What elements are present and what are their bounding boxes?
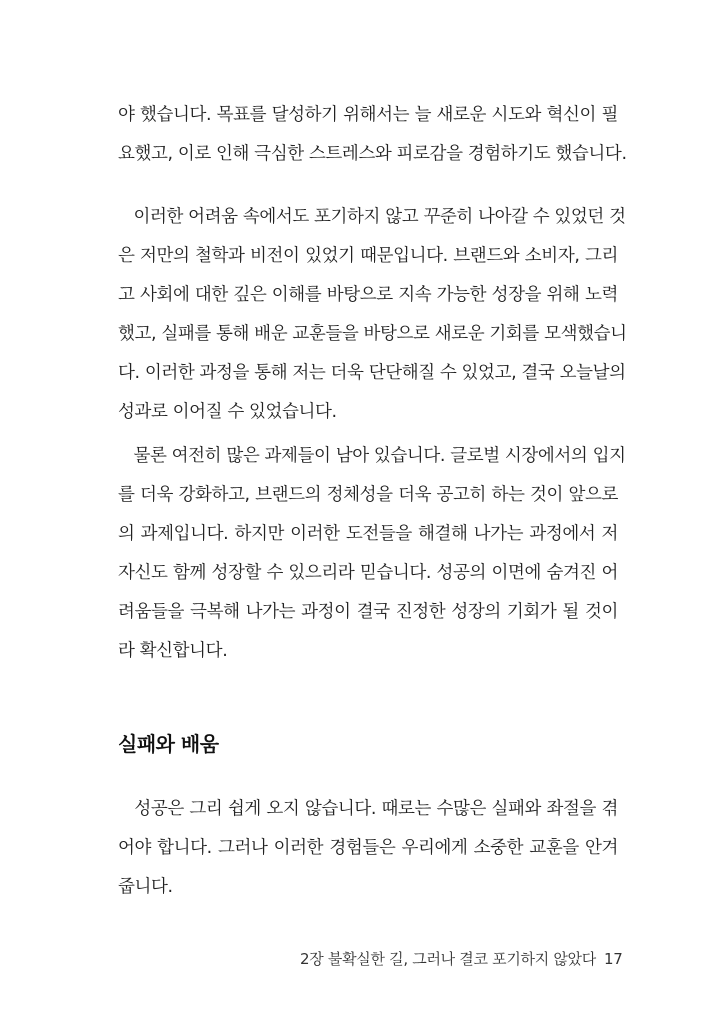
text-line: 의 과제입니다. 하지만 이러한 도전들을 해결해 나가는 과정에서 저 bbox=[118, 524, 618, 544]
text-line: 야 했습니다. 목표를 달성하기 위해서는 늘 새로운 시도와 혁신이 필 bbox=[118, 105, 618, 125]
page-footer bbox=[300, 948, 623, 969]
paragraph-continued bbox=[118, 96, 627, 174]
paragraph-perseverance bbox=[118, 198, 627, 432]
text-line: 를 더욱 강화하고, 브랜드의 정체성을 더욱 공고히 하는 것이 앞으로 bbox=[118, 485, 618, 505]
text-line: 성공은 그리 쉽게 오지 않습니다. 때로는 수많은 실패와 좌절을 겪 bbox=[118, 799, 618, 819]
text-line: 다. 이러한 과정을 통해 저는 더욱 단단해질 수 있었고, 결국 오늘날의 bbox=[118, 363, 626, 383]
text-line: 줍니다. bbox=[118, 877, 173, 897]
text-line: 했고, 실패를 통해 배운 교훈들을 바탕으로 새로운 기회를 모색했습니 bbox=[118, 324, 627, 344]
text-line: 성과로 이어질 수 있었습니다. bbox=[118, 402, 337, 422]
text-line: 어야 합니다. 그러나 이러한 경험들은 우리에게 소중한 교훈을 안겨 bbox=[118, 838, 618, 858]
page-number: 17 bbox=[603, 950, 623, 968]
text-line: 자신도 함께 성장할 수 있으리라 믿습니다. 성공의 이면에 숨겨진 어 bbox=[118, 563, 618, 583]
text-line: 물론 여전히 많은 과제들이 남아 있습니다. 글로벌 시장에서의 입지 bbox=[118, 446, 626, 466]
text-line: 고 사회에 대한 깊은 이해를 바탕으로 지속 가능한 성장을 위해 노력 bbox=[118, 285, 618, 305]
paragraph-challenges bbox=[118, 437, 626, 671]
paragraph-failure bbox=[118, 790, 618, 907]
text-line: 은 저만의 철학과 비전이 있었기 때문입니다. 브랜드와 소비자, 그리 bbox=[118, 246, 618, 266]
section-heading: 실패와 배움 bbox=[118, 732, 219, 756]
text-line: 라 확신합니다. bbox=[118, 641, 228, 661]
text-line: 이러한 어려움 속에서도 포기하지 않고 꾸준히 나아갈 수 있었던 것 bbox=[118, 207, 626, 227]
text-line: 려움들을 극복해 나가는 과정이 결국 진정한 성장의 기회가 될 것이 bbox=[118, 602, 618, 622]
running-title: 2장 불확실한 길, 그러나 결코 포기하지 않았다 bbox=[300, 950, 596, 968]
text-line: 요했고, 이로 인해 극심한 스트레스와 피로감을 경험하기도 했습니다. bbox=[118, 144, 627, 164]
